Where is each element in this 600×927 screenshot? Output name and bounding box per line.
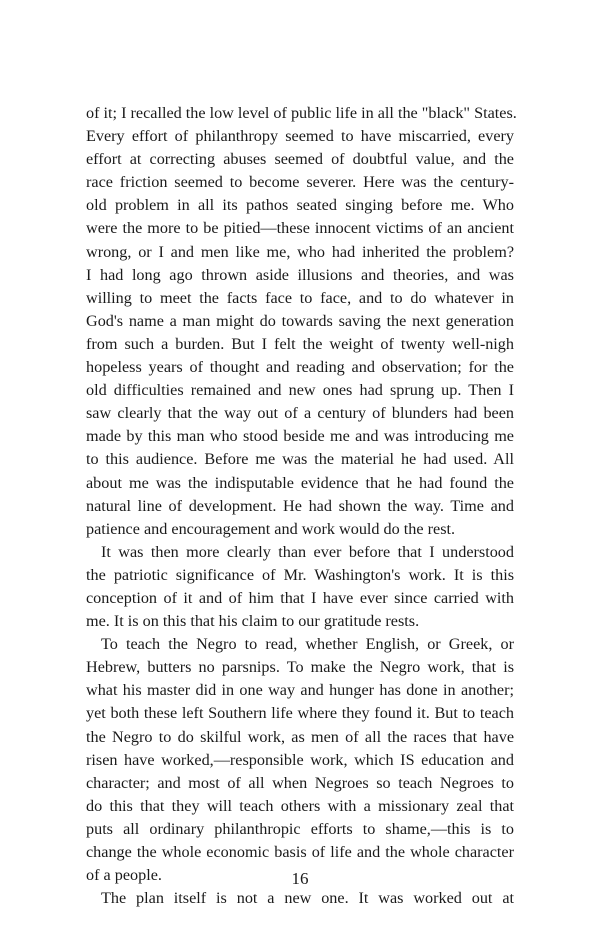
- paragraph: [86, 102, 517, 541]
- text-line: conception of it and of him that I have ever since carried with: [86, 588, 514, 607]
- text-line: what his master did in one way and hunger has done in another;: [86, 681, 514, 700]
- text-line: God's name a man might do towards saving the next generation: [86, 311, 514, 330]
- text-line: yet both these left Southern life where they found it. But to teach: [86, 704, 514, 723]
- text-line: To teach the Negro to read, whether English, or Greek, or: [101, 635, 514, 654]
- text-line: race friction seemed to become severer. Here was the century-: [86, 173, 514, 192]
- text-line: natural line of development. He had shown the way. Time and: [86, 496, 514, 515]
- text-line: the patriotic significance of Mr. Washington's work. It is this: [86, 565, 514, 584]
- paragraph: [86, 887, 514, 910]
- text-line: hopeless years of thought and reading and observation; for the: [86, 358, 514, 377]
- text-line: the Negro to do skilful work, as men of all the races that have: [86, 727, 514, 746]
- text-line: The plan itself is not a new one. It was worked out at: [101, 889, 514, 908]
- text-line: of it; I recalled the low level of public life in all the "black" States.: [86, 104, 517, 122]
- text-line: change the whole economic basis of life and the whole character: [86, 843, 514, 861]
- text-line: Hebrew, butters no parsnips. To make the Negro work, that is: [86, 658, 514, 677]
- text-line: wrong, or I and men like me, who had inherited the problem?: [86, 242, 514, 261]
- text-line: I had long ago thrown aside illusions and theories, and was: [86, 265, 514, 284]
- paragraph: [86, 633, 514, 887]
- text-line: character; and most of all when Negroes so teach Negroes to: [86, 773, 514, 792]
- text-line: from such a burden. But I felt the weight of twenty well-nigh: [86, 334, 514, 353]
- text-line: me. It is on this that his claim to our gratitude rests.: [86, 612, 420, 631]
- text-line: about me was the indisputable evidence that he had found the: [86, 473, 514, 492]
- text-line: effort at correcting abuses seemed of doubtful value, and the: [86, 150, 514, 169]
- text-line: patience and encouragement and work would do the rest.: [86, 519, 456, 538]
- text-line: do this that they will teach others with a missionary zeal that: [86, 796, 514, 815]
- text-line: Every effort of philanthropy seemed to have miscarried, every: [86, 127, 514, 146]
- text-line: willing to meet the facts face to face, and to do whatever in: [86, 288, 514, 307]
- text-line: risen have worked,—responsible work, which IS education and: [86, 750, 514, 769]
- text-line: made by this man who stood beside me and was introducing me: [86, 427, 514, 446]
- text-line: It was then more clearly than ever before that I understood: [101, 542, 514, 561]
- page-number: 16: [291, 869, 309, 888]
- text-line: were the more to be pitied—these innocent victims of an ancient: [86, 219, 514, 238]
- paragraph: [86, 541, 514, 633]
- text-line: of a people.: [86, 866, 162, 885]
- page-text: [86, 102, 517, 910]
- text-line: puts all ordinary philanthropic efforts to shame,—this is to: [86, 819, 514, 838]
- text-line: saw clearly that the way out of a century of blunders had been: [86, 404, 514, 423]
- text-line: to this audience. Before me was the material he had used. All: [86, 450, 514, 469]
- text-line: old difficulties remained and new ones had sprung up. Then I: [86, 381, 514, 400]
- text-line: old problem in all its pathos seated singing before me. Who: [86, 196, 514, 215]
